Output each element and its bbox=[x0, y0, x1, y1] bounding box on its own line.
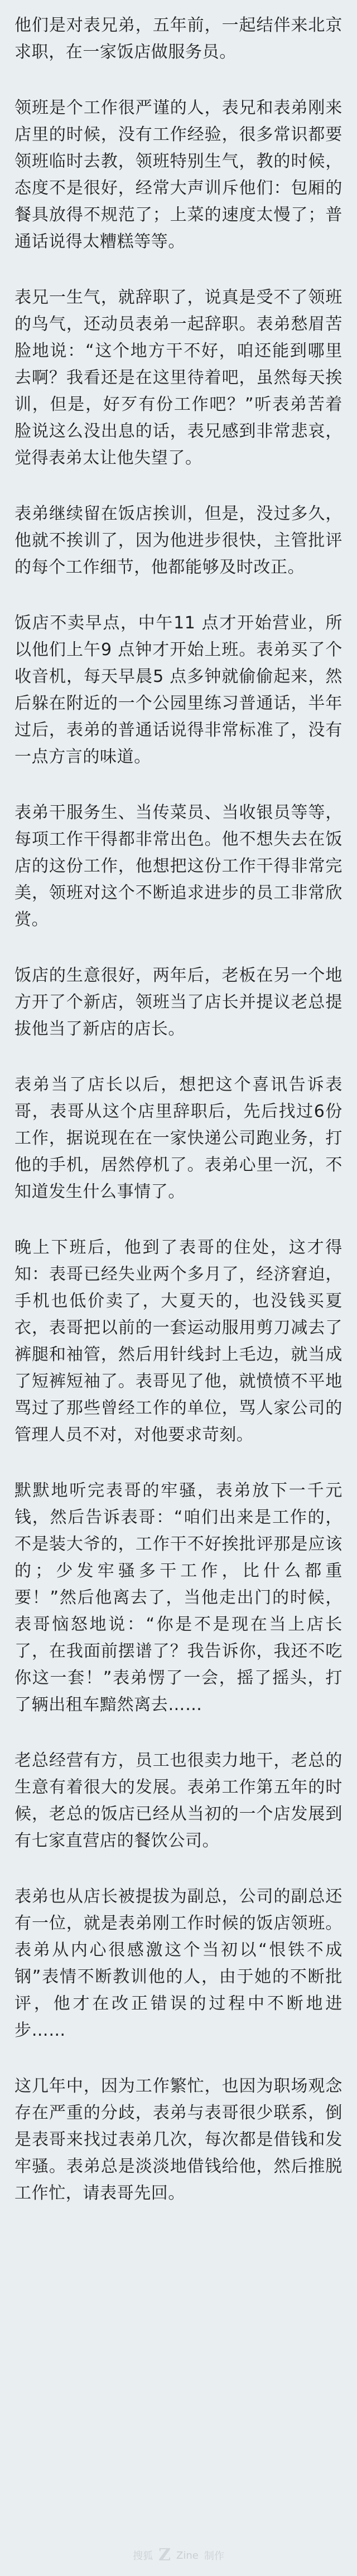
article-body bbox=[15, 12, 342, 2207]
paragraph: 表弟干服务生、当传菜员、当收银员等等，每项工作干得都非常出色。他不想失去在饭店的这份工作，他想把这份工作干得非常完美，领班对这个不断追求进步的员工非常欣赏。 bbox=[15, 803, 342, 929]
paragraph: 默默地听完表哥的牢骚，表弟放下一千元钱，然后告诉表哥：“咱们出来是工作的，不是装大爷的，工作干不好挨批评那是应该的；少发牢骚多干工作，比什么都重要！”然后他离去了，当他走出门的时候，表哥恼怒地说：“你是不是现在当上店长了，在我面前摆谱了？我告诉你，我还不吃你这一套！”表弟愣了一会，摇了摇头，打了辆出租车黯然离去…… bbox=[15, 1481, 342, 1715]
watermark-left-text: 搜狐 bbox=[133, 2550, 153, 2562]
paragraph: 他们是对表兄弟，五年前，一起结伴来北京求职，在一家饭店做服务员。 bbox=[15, 16, 342, 62]
paragraph: 这几年中，因为工作繁忙，也因为职场观念存在严重的分歧，表弟与表哥很少联系，倒是表哥来找过表弟几次，每次都是借钱和发牢骚。表弟总是淡淡地借钱给他，然后推脱工作忙，请表哥先回。 bbox=[15, 2076, 342, 2203]
paragraph: 表弟也从店长被提拔为副总，公司的副总还有一位，就是表弟刚工作时候的饭店领班。表弟从内心很感激这个当初以“恨铁不成钢”表情不断教训他的人，由于她的不断批评，他才在改正错误的过程中不断地进步…… bbox=[15, 1887, 342, 2040]
watermark-brand-text: Zine bbox=[176, 2549, 199, 2562]
watermark-right-text: 制作 bbox=[204, 2550, 224, 2562]
watermark-logo-icon: Z bbox=[158, 2545, 171, 2565]
paragraph: 饭店的生意很好，两年后，老板在另一个地方开了个新店，领班当了店长并提议老总提拔他当了新店的店长。 bbox=[15, 966, 342, 1039]
paragraph: 表弟继续留在饭店挨训，但是，没过多久，他就不挨训了，因为他进步很快，主管批评的每个工作细节，他都能够及时改正。 bbox=[15, 504, 342, 577]
paragraph: 表兄一生气，就辞职了，说真是受不了领班的鸟气，还动员表弟一起辞职。表弟愁眉苦脸地说：“这个地方干不好，咱还能到哪里去啊？我看还是在这里待着吧，虽然每天挨训，但是，好歹有份工作吧？”听表弟苦着脸说这么没出息的话，表兄感到非常悲哀，觉得表弟太让他失望了。 bbox=[15, 288, 342, 468]
paragraph: 表弟当了店长以后，想把这个喜讯告诉表哥，表哥从这个店里辞职后，先后找过6份工作，据说现在在一家快递公司跑业务，打他的手机，居然停机了。表弟心里一沉，不知道发生什么事情了。 bbox=[15, 1075, 342, 1202]
paragraph: 老总经营有方，员工也很卖力地干，老总的生意有着很大的发展。表弟工作第五年的时候，老总的饭店已经从当初的一个店发展到有七家直营店的餐饮公司。 bbox=[15, 1751, 342, 1851]
paragraph: 饭店不卖早点，中午11 点才开始营业，所以他们上午9 点钟才开始上班。表弟买了个收音机，每天早晨5 点多钟就偷偷起来，然后躲在附近的一个公园里练习普通话，半年过后，表弟的普通话说得非常标准了，没有一点方言的味道。 bbox=[15, 613, 342, 767]
watermark bbox=[0, 2547, 357, 2564]
paragraph: 晚上下班后，他到了表哥的住处，这才得知：表哥已经失业两个多月了，经济窘迫，手机也低价卖了，大夏天的，也没钱买夏衣，表哥把以前的一套运动服用剪刀减去了裤腿和袖管，然后用针线封上毛边，就当成了短裤短袖了。表哥见了他，就愤愤不平地骂过了那些曾经工作的单位，骂人家公司的管理人员不对，对他要求苛刻。 bbox=[15, 1238, 342, 1445]
paragraph: 领班是个工作很严谨的人，表兄和表弟刚来店里的时候，没有工作经验，很多常识都要领班临时去教，领班特别生气，教的时候，态度不是很好，经常大声训斥他们：包厢的餐具放得不规范了；上菜的速度太慢了；普通话说得太糟糕等等。 bbox=[15, 98, 342, 251]
